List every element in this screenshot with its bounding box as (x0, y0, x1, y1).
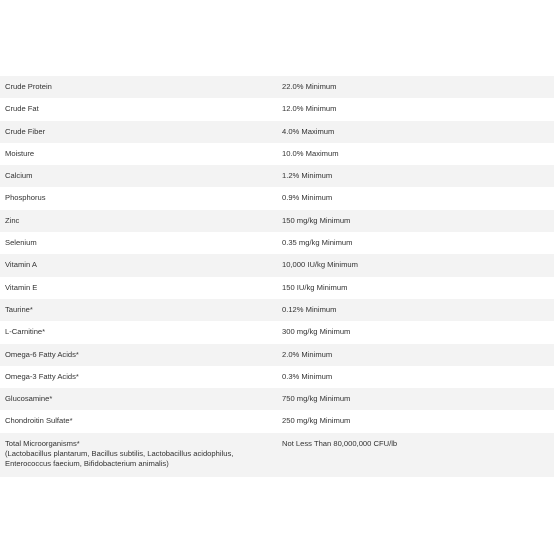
table-row (0, 76, 554, 98)
nutrient-value: 0.3% Minimum (282, 371, 333, 381)
table-row (0, 254, 554, 276)
nutrient-name: Crude Fat (5, 104, 39, 114)
nutrient-value: 4.0% Maximum (282, 126, 335, 136)
table-row (0, 299, 554, 321)
nutrient-name: Moisture (5, 148, 35, 158)
nutrient-value: 0.9% Minimum (282, 193, 333, 203)
nutrient-name: Phosphorus (5, 193, 46, 203)
nutrient-name: L-Carnitine* (5, 327, 46, 337)
nutrient-value: 0.12% Minimum (282, 304, 337, 314)
nutrient-value: 22.0% Minimum (282, 82, 337, 91)
nutrient-value: 2.0% Minimum (282, 349, 333, 359)
table-row (0, 143, 554, 165)
nutrient-value: 10.0% Maximum (282, 148, 339, 158)
nutrient-name: Crude Fiber (5, 126, 46, 136)
nutrient-value: 12.0% Minimum (282, 104, 337, 114)
nutrient-name: Calcium (5, 171, 33, 181)
table-row (0, 232, 554, 254)
table-row (0, 210, 554, 232)
nutrient-name: Chondroitin Sulfate* (5, 416, 73, 426)
table-row (0, 344, 554, 366)
table-row (0, 433, 554, 477)
table-row (0, 410, 554, 432)
nutrient-value: 150 mg/kg Minimum (282, 215, 351, 225)
nutrient-value: 10,000 IU/kg Minimum (282, 260, 358, 270)
nutrient-name: Omega-6 Fatty Acids* (5, 349, 79, 359)
nutrient-name: Glucosamine* (5, 394, 53, 404)
table-row (0, 277, 554, 299)
table-row (0, 366, 554, 388)
nutrient-value: 300 mg/kg Minimum (282, 327, 351, 337)
nutrient-value: 750 mg/kg Minimum (282, 394, 351, 404)
nutrient-name: Vitamin A (5, 260, 37, 270)
nutrient-name: Crude Protein (5, 82, 52, 91)
nutrient-name: Vitamin E (5, 282, 38, 292)
nutrient-value: 150 IU/kg Minimum (282, 282, 348, 292)
nutrient-name: Selenium (5, 238, 37, 248)
table-row (0, 121, 554, 143)
table-row (0, 388, 554, 410)
nutrient-value: 0.35 mg/kg Minimum (282, 238, 353, 248)
nutrient-name: Zinc (5, 215, 20, 225)
nutrient-value: Not Less Than 80,000,000 CFU/lb (282, 438, 398, 448)
nutrient-name: Taurine* (5, 304, 33, 314)
table-row (0, 98, 554, 120)
nutrient-name: Total Microorganisms* (Lactobacillus plantarum, Bacillus subtilis, Lactobacillus acidophilus, Enterococcus faecium, Bifidobacterium animalis) (5, 438, 234, 468)
table-row (0, 321, 554, 343)
guaranteed-analysis-table (0, 76, 554, 477)
nutrient-name: Omega-3 Fatty Acids* (5, 371, 79, 381)
table-row (0, 165, 554, 187)
nutrient-value: 1.2% Minimum (282, 171, 333, 181)
table-row (0, 187, 554, 209)
nutrient-value: 250 mg/kg Minimum (282, 416, 351, 426)
